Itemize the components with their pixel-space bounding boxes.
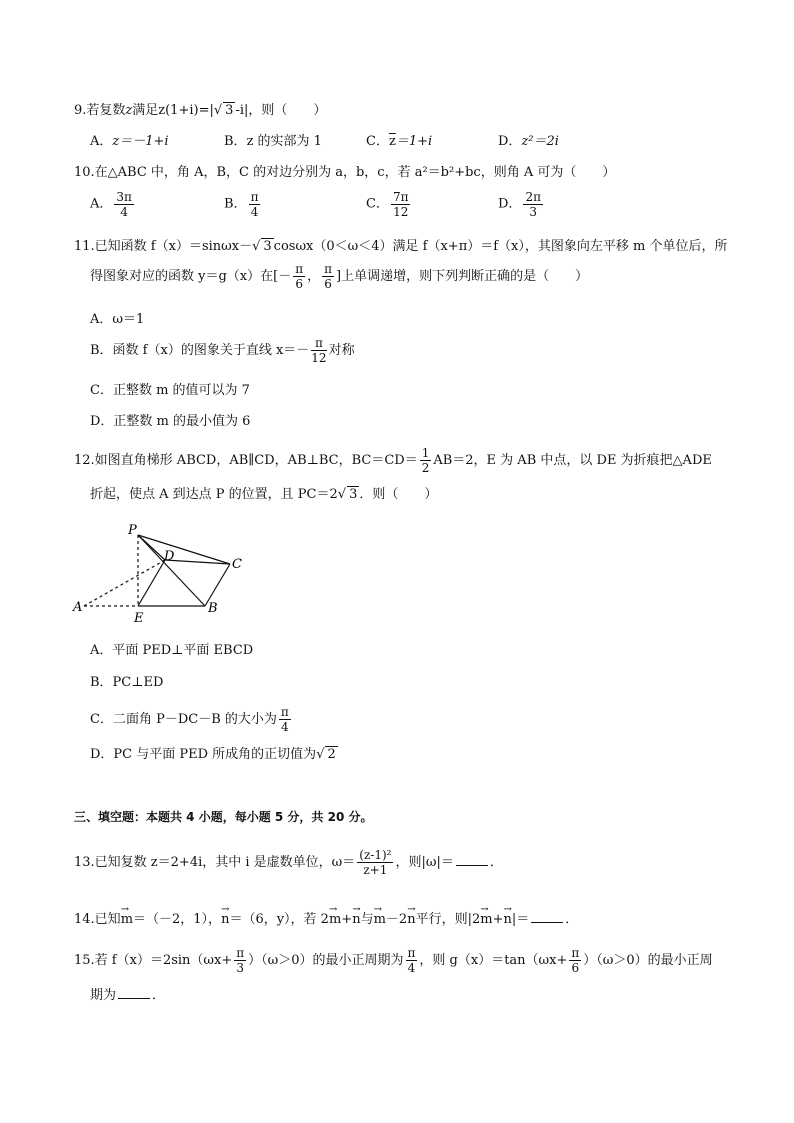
q11-frac2-num: π xyxy=(324,262,332,276)
q12-figure xyxy=(70,518,260,628)
q11-frac1-den: 6 xyxy=(295,277,303,291)
q10-option-d-frac xyxy=(523,190,543,219)
q11-option-b-num: π xyxy=(311,336,326,351)
q14-f: －2 xyxy=(385,912,408,927)
q10-option-c-den: 12 xyxy=(393,205,409,219)
q9-sqrt3: 3 xyxy=(225,103,234,118)
segment-cb xyxy=(205,564,230,606)
q14-b: ＝（－2，1）， xyxy=(133,912,222,927)
q9-option-d[interactable] xyxy=(498,133,559,151)
q11-option-b-frac xyxy=(311,336,326,365)
q14 xyxy=(74,910,578,929)
q11-option-a[interactable]: A．ω＝1 xyxy=(90,312,145,327)
q15-d: ）（ω＞0）的最小正周 xyxy=(583,953,713,968)
q10-option-c-label: C． xyxy=(366,196,389,212)
q10-stem: 10.在△ABC 中，角 A，B，C 的对边分别为 a，b，c，若 a²＝b²+bc，则角 A 可为（ ） xyxy=(74,165,616,180)
q14-j: ． xyxy=(565,912,579,927)
q9-option-c-label: C． xyxy=(366,134,389,149)
q12-line2: 折起，使点 A 到达点 P 的位置，且 PC＝2√ 3 ．则（ ） xyxy=(90,487,438,502)
q10-option-d-label: D． xyxy=(498,196,522,212)
q12-half xyxy=(420,446,432,475)
q15-frac1-den: 3 xyxy=(236,961,245,975)
q14-c: ＝（6，y），若 2 xyxy=(229,912,329,927)
q14-vec-n-3: → n xyxy=(407,911,415,929)
q15-end: ． xyxy=(152,988,166,1003)
q14-g: 平行，则|2 xyxy=(415,912,481,927)
q12-option-a[interactable]: A．平面 PED⊥平面 EBCD xyxy=(90,643,254,658)
q11-line1-a: 11.已知函数 f（x）＝sinωx－ xyxy=(74,239,253,254)
q11-option-b[interactable] xyxy=(90,336,355,365)
q9-stem: 9.若复数z满足z(1+i)=|√ 3 -i|，则（ ） xyxy=(74,103,327,118)
q14-vec-m-4: → m xyxy=(480,911,492,929)
q10-option-b-den: 4 xyxy=(250,205,259,219)
q14-vec-m-3: → m xyxy=(374,911,386,929)
q9-option-a-value: z＝－1+i xyxy=(112,134,169,149)
q12-option-c-num: π xyxy=(280,705,289,719)
q13-answer-blank[interactable] xyxy=(456,853,488,866)
q12-line2-a: 折起，使点 A 到达点 P 的位置，且 PC＝2 xyxy=(90,487,338,502)
q12-line2-b: ．则（ ） xyxy=(359,487,438,502)
q10-option-c-num: 7π xyxy=(392,190,409,204)
q13-a: 13.已知复数 z＝2+4i，其中 i 是虚数单位，ω＝ xyxy=(74,855,356,870)
q15-frac2-den: 4 xyxy=(407,961,416,975)
q15-frac3 xyxy=(569,946,581,975)
q9-option-a[interactable] xyxy=(90,133,169,151)
q15-c: ，则 g（x）＝tan（ωx+ xyxy=(419,953,568,968)
q14-d: + xyxy=(341,912,353,927)
q12-option-b[interactable]: B．PC⊥ED xyxy=(90,675,164,690)
q9-option-b[interactable] xyxy=(224,133,322,151)
q15-frac3-num: π xyxy=(571,946,580,960)
q9-option-d-value: z²＝2i xyxy=(521,134,559,149)
q11-option-b-a: B．函数 f（x）的图象关于直线 x＝－ xyxy=(90,343,310,358)
q13-den: z+1 xyxy=(363,863,388,877)
q10-option-a-num: 3π xyxy=(116,190,132,204)
q15-frac2-num: π xyxy=(407,946,416,960)
q10-option-a[interactable] xyxy=(90,190,136,219)
q9-option-c-value: ＝1+i xyxy=(395,134,433,149)
q14-vec-m-2: → m xyxy=(329,911,341,929)
q12-half-den: 2 xyxy=(421,461,430,475)
q12-option-c-frac xyxy=(279,705,291,734)
segment-ed xyxy=(138,560,165,606)
q9-stem-c: -i|，则（ ） xyxy=(235,103,327,118)
q15-answer-blank[interactable] xyxy=(118,986,150,999)
q15-a: 15.若 f（x）＝2sin（ωx+ xyxy=(74,953,233,968)
q10-option-c[interactable] xyxy=(366,190,412,219)
q12-option-d-a: D．PC 与平面 PED 所成角的正切值为 xyxy=(90,747,317,762)
q9-option-c[interactable] xyxy=(366,133,432,151)
q14-vec-m: → m xyxy=(121,911,133,929)
q9-option-a-label: A． xyxy=(90,134,113,149)
segment-ad xyxy=(84,560,165,606)
q15-frac1-num: π xyxy=(236,946,245,960)
q14-a: 14.已知 xyxy=(74,912,121,927)
q13-num: (z-1)² xyxy=(359,848,392,862)
q14-h: + xyxy=(492,912,504,927)
q11-option-c[interactable]: C．正整数 m 的值可以为 7 xyxy=(90,383,250,398)
label-p: P xyxy=(128,523,137,538)
q11-option-b-b: 对称 xyxy=(328,343,355,358)
q12-half-num: 1 xyxy=(421,446,430,460)
q14-vec-n: → n xyxy=(221,911,229,929)
q15-line2 xyxy=(90,986,165,1005)
q15-frac1 xyxy=(234,946,246,975)
q10-option-c-frac xyxy=(391,190,411,219)
q10-option-d[interactable] xyxy=(498,190,545,219)
q11-frac2 xyxy=(322,262,334,291)
q11-line2-b: ]上单调递增，则下列判断正确的是（ ） xyxy=(336,269,589,284)
q9-stem-b: 满足z(1+i)=| xyxy=(132,103,214,118)
q10-option-b-num: π xyxy=(250,190,259,204)
q10-option-b-frac xyxy=(249,190,261,219)
q12-line1-a: 12.如图直角梯形 ABCD，AB∥CD，AB⊥BC，BC＝CD＝ xyxy=(74,453,418,468)
q10-option-b-label: B． xyxy=(224,196,247,212)
label-d: D xyxy=(164,549,175,564)
q14-answer-blank[interactable] xyxy=(531,910,563,923)
q11-frac1 xyxy=(293,262,305,291)
q10-option-a-label: A． xyxy=(90,196,113,212)
q9-stem-a: 9.若复数 xyxy=(74,103,126,118)
q10-option-d-den: 3 xyxy=(529,205,538,219)
label-c: C xyxy=(232,557,242,572)
q11-line2 xyxy=(90,262,588,291)
q11-frac1-num: π xyxy=(295,262,304,276)
q12-option-c-den: 4 xyxy=(281,720,289,734)
label-a: A xyxy=(73,600,83,615)
q13-c: ． xyxy=(489,855,503,870)
q12-line1-b: AB＝2，E 为 AB 中点，以 DE 为折痕把△ADE xyxy=(433,453,712,468)
q9-option-c-zbar: $\overline{z}$ xyxy=(388,134,396,149)
q11-line1-b: cosωx（0＜ω＜4）满足 f（x+π）＝f（x），其图象向左平移 m 个单位后，所 xyxy=(273,239,728,254)
q14-e: 与 xyxy=(360,912,374,927)
q11-frac2-den: 6 xyxy=(324,277,332,291)
section-3-heading: 三、填空题：本题共 4 小题，每小题 5 分，共 20 分。 xyxy=(74,810,373,824)
q15-line2-text: 期为 xyxy=(90,988,117,1003)
q12-option-d[interactable]: D．PC 与平面 PED 所成角的正切值为√ 2 xyxy=(90,747,336,762)
q9-z: z xyxy=(125,103,133,118)
q11-sqrt3: 3 xyxy=(263,239,272,254)
q15-line1 xyxy=(74,946,713,975)
q10-option-b[interactable] xyxy=(224,190,262,219)
q14-i: |＝ xyxy=(511,912,530,927)
q10-option-a-frac xyxy=(114,190,134,219)
q13-frac xyxy=(357,848,393,877)
q11-option-b-den: 12 xyxy=(311,351,327,365)
q12-sqrt3: 3 xyxy=(349,487,358,502)
q12-line1 xyxy=(74,446,712,475)
q15-frac3-den: 6 xyxy=(571,961,580,975)
q10-option-a-den: 4 xyxy=(120,205,128,219)
q15-b: ）（ω＞0）的最小正周期为 xyxy=(248,953,404,968)
q12-option-c[interactable] xyxy=(90,705,293,734)
label-b: B xyxy=(208,601,218,616)
q12-option-d-sqrt: 2 xyxy=(327,747,336,762)
q9-option-d-label: D． xyxy=(498,134,522,149)
q14-vec-n-4: → n xyxy=(503,911,511,929)
q11-line2-a: 得图象对应的函数 y＝g（x）在[－ xyxy=(90,269,292,284)
q11-option-d[interactable]: D．正整数 m 的最小值为 6 xyxy=(90,414,251,429)
q9-option-b-value: z 的实部为 1 xyxy=(246,134,322,149)
q11-comma: ， xyxy=(307,269,321,284)
q13 xyxy=(74,848,503,877)
q14-vec-n-2: → n xyxy=(352,911,360,929)
q15-frac2 xyxy=(406,946,418,975)
q13-b: ，则|ω|＝ xyxy=(395,855,454,870)
q10-option-d-num: 2π xyxy=(525,190,541,204)
q9-option-b-label: B． xyxy=(224,134,247,149)
label-e: E xyxy=(134,611,144,626)
q11-line1: 11.已知函数 f（x）＝sinωx－√ 3 cosωx（0＜ω＜4）满足 f（x+π）＝f（x），其图象向左平移 m 个单位后，所 xyxy=(74,239,728,254)
q12-option-c-a: C．二面角 P－DC－B 的大小为 xyxy=(90,712,277,727)
